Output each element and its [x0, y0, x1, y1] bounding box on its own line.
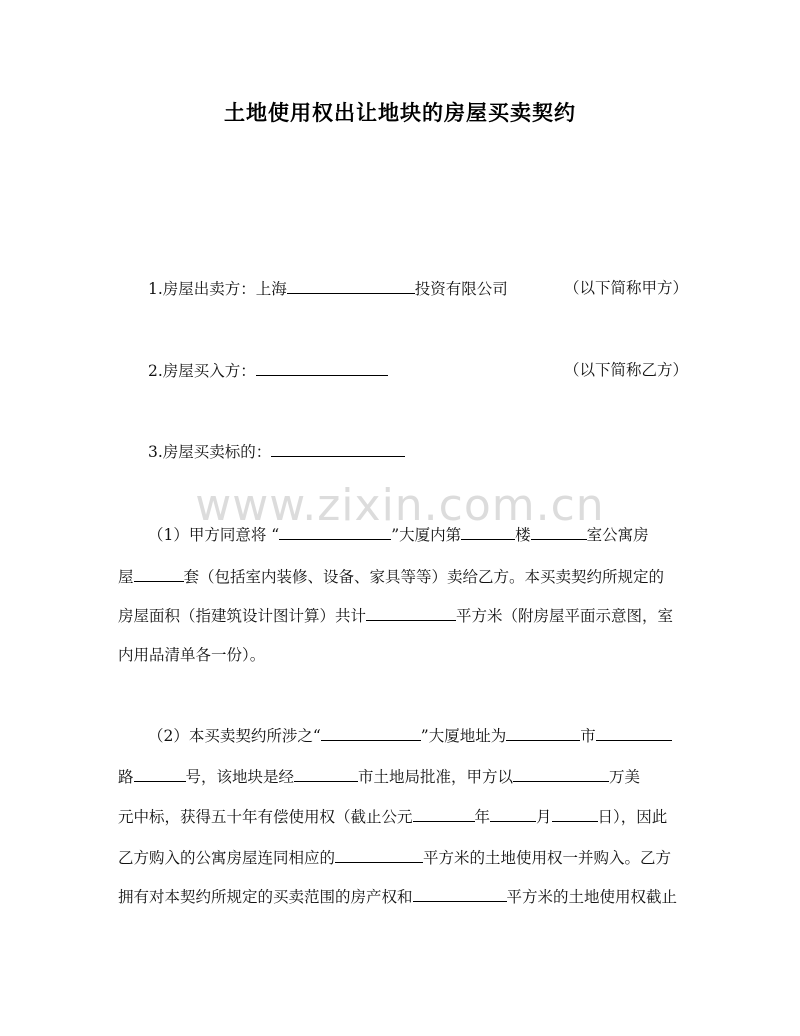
city-blank-2	[294, 766, 358, 782]
para1-text: 套（包括室内装修、设备、家具等等）卖给乙方。本买卖契约所规定的	[183, 568, 665, 586]
para2-text: 平方米的土地使用权一并购入。乙方	[423, 849, 672, 867]
para1-text: 内用品清单各一份）。	[118, 646, 266, 664]
seller-note: （以下简称甲方）	[563, 279, 688, 297]
para2-text: 元中标，获得五十年有偿使用权（截止公元	[118, 808, 413, 826]
month-blank	[490, 806, 536, 822]
watermark: www.zixin.com.cn	[195, 480, 605, 531]
para1-text: 房屋面积（指建筑设计图计算）共计	[118, 607, 367, 625]
number-blank	[134, 766, 186, 782]
para1-line4	[118, 645, 688, 665]
para1-text: ”大厦内第	[391, 526, 462, 544]
subject-line	[148, 441, 688, 462]
buyer-label: 2.房屋买入方：	[148, 362, 256, 380]
para2-text: 号，该地块是经	[185, 768, 295, 786]
units-blank	[134, 566, 184, 582]
subject-label: 3.房屋买卖标的：	[148, 443, 272, 461]
para2-text: 日），因此	[597, 808, 668, 826]
day-blank	[552, 806, 598, 822]
buyer-name-blank	[256, 360, 388, 376]
para2-line2	[118, 766, 688, 787]
para2-line4	[118, 847, 688, 868]
para1-line1	[148, 524, 688, 545]
year-blank	[413, 806, 475, 822]
seller-label: 1.房屋出卖方：上海	[148, 280, 287, 298]
para2-text: 市土地局批准，甲方以	[358, 768, 514, 786]
land-area-blank	[335, 847, 423, 863]
seller-name-blank	[287, 278, 415, 294]
para1-text: （1）甲方同意将 “	[148, 526, 280, 544]
para2-text: 月	[536, 808, 552, 826]
para2-text: 平方米的土地使用权截止	[506, 888, 678, 906]
area-blank	[366, 605, 456, 621]
para2-text: 乙方购入的公寓房屋连同相应的	[118, 849, 336, 867]
para1-text: 楼	[515, 526, 531, 544]
para2-text: 拥有对本契约所规定的买卖范围的房产权和	[118, 888, 413, 906]
para1-text: 室公寓房	[586, 526, 649, 544]
road-blank	[596, 725, 672, 741]
para2-text: 路	[118, 768, 134, 786]
seller-suffix: 投资有限公司	[414, 280, 508, 298]
para2-line3	[118, 806, 688, 827]
city-blank	[506, 725, 580, 741]
para2-text: 年	[474, 808, 491, 826]
para1-line2	[118, 566, 688, 587]
para1-line3	[118, 605, 688, 626]
para2-text: ”大厦地址为	[420, 727, 507, 745]
room-blank	[531, 524, 587, 540]
seller-line	[148, 278, 688, 299]
para2-text: 市	[580, 727, 596, 745]
land-area-blank-2	[413, 886, 507, 902]
amount-blank	[513, 766, 609, 782]
para2-line1	[148, 725, 688, 746]
para1-text: 平方米（附房屋平面示意图，室	[456, 607, 674, 625]
para2-line5	[118, 886, 688, 907]
para1-text: 屋	[118, 568, 134, 586]
buyer-line	[148, 360, 688, 381]
building-name-blank-2	[321, 725, 421, 741]
document-title: 土地使用权出让地块的房屋买卖契约	[224, 101, 576, 125]
subject-blank	[271, 441, 405, 457]
floor-blank	[461, 524, 515, 540]
building-name-blank	[279, 524, 391, 540]
buyer-note: （以下简称乙方）	[563, 361, 688, 379]
para2-text: 万美	[609, 768, 641, 786]
para2-text: （2）本买卖契约所涉之“	[148, 727, 321, 745]
